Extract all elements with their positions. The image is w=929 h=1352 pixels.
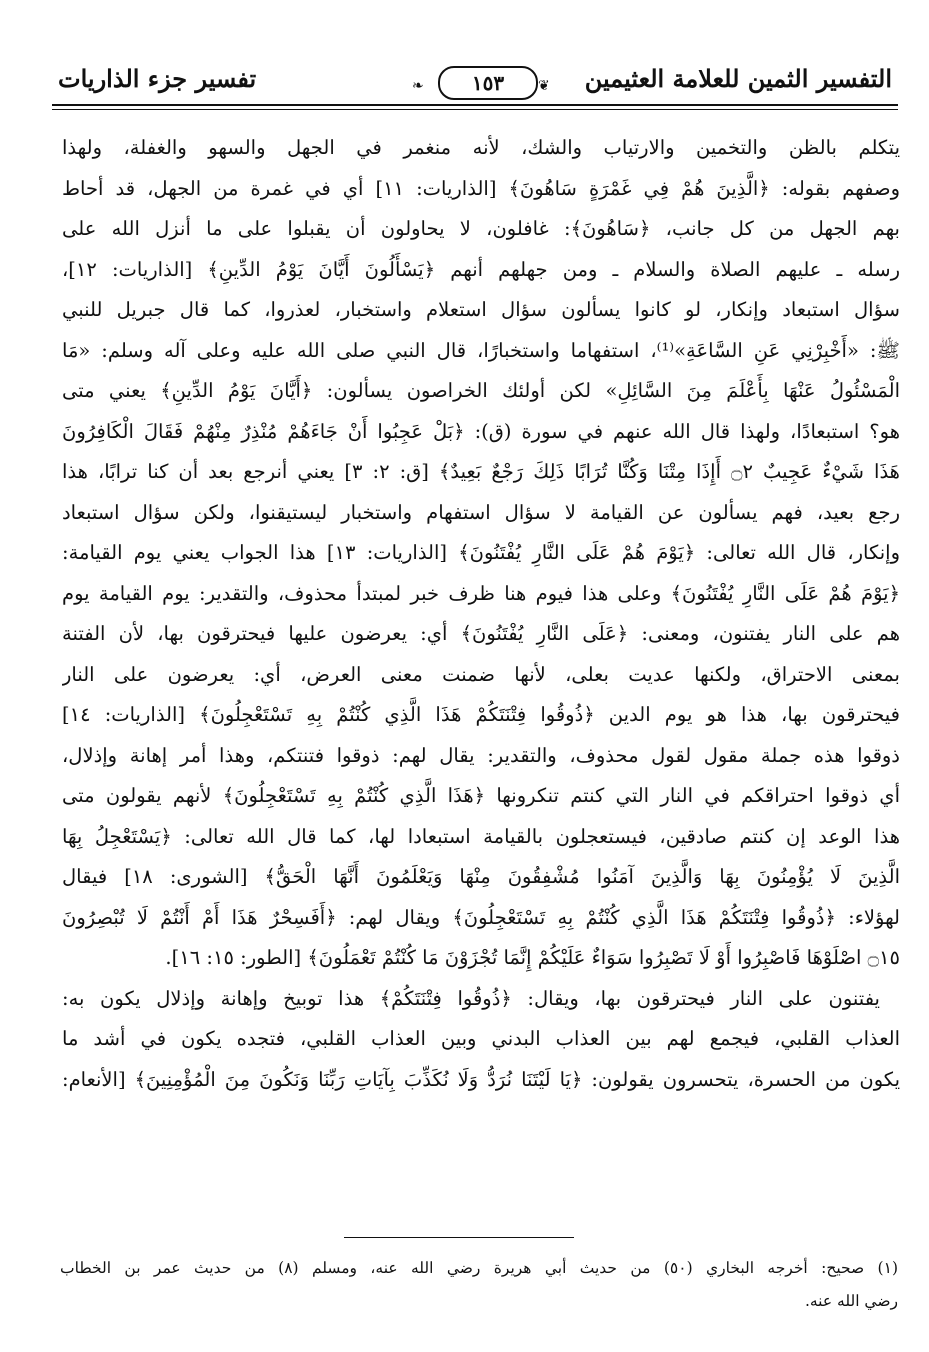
text-line: العذاب القلبي، فيجمع لهم بين العذاب البدني وبين العذاب القلبي، فتجده يكون في أشد ما: [62, 1027, 900, 1050]
text-line: يكون من الحسرة، يتحسرون يقولون: ﴿يَا لَيْتَنَا نُرَدُّ وَلَا نُكَذِّبَ بِآيَاتِ رَبِّنَا وَنَكُونَ مِنَ الْمُؤْمِنِينَ﴾ [الأنعام:: [62, 1067, 900, 1091]
text-line: رسله ـ عليهم الصلاة والسلام ـ ومن جهلهم أنهم ﴿يَسْأَلُونَ أَيَّانَ يَوْمُ الدِّينِ﴾ [الذاريات: ١٢]،: [62, 257, 900, 281]
text-line: ۝١٥ اصْلَوْهَا فَاصْبِرُوا أَوْ لَا تَصْبِرُوا سَوَاءٌ عَلَيْكُمْ إِنَّمَا تُجْزَوْنَ مَا كُنْتُمْ تَعْمَلُونَ﴾ [الطور: ١٥: ١٦].: [165, 946, 900, 969]
text-line: هذا الوعد إن كنتم صادقين، فيستعجلون بالقيامة استبعادا لها، كما قال الله تعالى: ﴿يَسْتَعْجِلُ بِهَا: [62, 824, 900, 848]
text-line: بهم الجهل من كل جانب، ﴿سَاهُونَ﴾: غافلون، لا يحاولون أن يقبلوا على ما أنزل الله على: [62, 217, 900, 240]
body-text: [62, 128, 900, 1100]
page-header: [52, 58, 898, 106]
text-line: ذوقوا هذه جملة مقول لقول محذوف، والتقدير: يقال لهم: ذوقوا فتنتكم، وهذا أمر إهانة وإذلال،: [62, 743, 900, 767]
text-line: ﷺ: «أَخْبِرْنِي عَنِ السَّاعَةِ»⁽¹⁾، استفهاما واستخبارًا، قال النبي صلى الله عليه وعلى آله وسلم: «مَا: [62, 338, 900, 362]
text-line: ﴿يَوْمَ هُمْ عَلَى النَّارِ يُفْتَنُونَ﴾ وعلى هذا فيوم هنا ظرف خبر لمبتدأ محذوف، والتقدير: يوم القيامة يوم: [62, 581, 900, 605]
text-line: بمعنى الاحتراق، ولكنها عديت بعلى، لأنها ضمنت معنى العرض، أي: يعرضون على النار: [62, 662, 900, 686]
text-line: هَذَا شَيْءٌ عَجِيبٌ ۝٢ أَإِذَا مِتْنَا وَكُنَّا تُرَابًا ذَلِكَ رَجْعٌ بَعِيدٌ﴾ [ق: ٢: ٣] يعني أنرجع بعد أن كنا ترابًا، هذا: [62, 460, 900, 483]
text-line: وصفهم بقوله: ﴿الَّذِينَ هُمْ فِي غَمْرَةٍ سَاهُونَ﴾ [الذاريات: ١١] أي في غمرة من الجهل، قد أحاط: [62, 176, 900, 200]
text-line: يتكلم بالظن والتخمين والارتياب والشك، لأنه منغمر في الجهل والسهو والغفلة، ولهذا: [62, 136, 900, 159]
text-line: أي ذوقوا احتراقكم في النار التي كنتم تنكرونها ﴿هَذَا الَّذِي كُنْتُمْ بِهِ تَسْتَعْجِلُونَ﴾ لأنهم يقولون متى: [62, 784, 900, 807]
ornament-icon: ❦: [538, 78, 550, 94]
text-line: لهؤلاء: ﴿ذُوقُوا فِتْنَتَكُمْ هَذَا الَّذِي كُنْتُمْ بِهِ تَسْتَعْجِلُونَ﴾ ويقال لهم: ﴿أَفَسِحْرٌ هَذَا أَمْ أَنْتُمْ لَا تُبْصِرُونَ: [62, 905, 900, 929]
text-line: سؤال استبعاد وإنكار، لو كانوا يسألون سؤال استعلام واستخبار، لعذروا، كما قال جبريل للنبي: [62, 298, 900, 321]
footnotes: [60, 1252, 898, 1318]
footnote-line: رضي الله عنه.: [804, 1292, 898, 1310]
text-line: الَّذِينَ لَا يُؤْمِنُونَ بِهَا وَالَّذِينَ آمَنُوا مُشْفِقُونَ مِنْهَا وَيَعْلَمُونَ أَنَّهَا الْحَقُّ﴾ [الشورى: ١٨] فيقال: [62, 865, 900, 888]
text-line: فيحترقون بها، هذا هو يوم الدين ﴿ذُوقُوا فِتْنَتَكُمْ هَذَا الَّذِي كُنْتُمْ بِهِ تَسْتَعْجِلُونَ﴾ [الذاريات: ١٤]: [62, 703, 900, 726]
part-title: تفسير جزء الذاريات: [58, 64, 257, 93]
header-rule: [52, 104, 898, 106]
text-line: هو؟ استبعادًا، ولهذا قال الله عنهم في سورة (ق): ﴿بَلْ عَجِبُوا أَنْ جَاءَهُمْ مُنْذِرٌ مِنْهُمْ فَقَالَ الْكَافِرُونَ: [62, 419, 900, 443]
page-number: ١٥٣: [438, 66, 538, 100]
text-line: يفتنون على النار فيحترقون بها، ويقال: ﴿ذُوقُوا فِتْنَتَكُمْ﴾ هذا توبيخ وإهانة وإذلال يكون به:: [62, 986, 880, 1010]
text-line: وإنكار، قال الله تعالى: ﴿يَوْمَ هُمْ عَلَى النَّارِ يُفْتَنُونَ﴾ [الذاريات: ١٣] هذا الجواب يعني يوم القيامة:: [62, 541, 900, 564]
text-line: الْمَسْئُولُ عَنْهَا بِأَعْلَمَ مِنَ السَّائِلِ» لكن أولئك الخراصون يسألون: ﴿أَيَّانَ يَوْمُ الدِّينِ﴾ يعني متى: [62, 379, 900, 402]
footnote-line: (١) صحيح: أخرجه البخاري (٥٠) من حديث أبي هريرة رضي الله عنه، ومسلم (٨) من حديث عمر بن الخطاب: [60, 1259, 898, 1277]
book-title: التفسير الثمين للعلامة العثيمين: [584, 64, 892, 93]
text-line: هم على النار يفتنون، ومعنى: ﴿عَلَى النَّارِ يُفْتَنُونَ﴾ أي: يعرضون عليها فيحترقون بها، لأن الفتنة: [62, 622, 900, 645]
header-rule-thin: [52, 109, 898, 110]
text-line: رجع بعيد، فهم يسألون عن القيامة لا سؤال استفهام واستخبار ليستيقنوا، ولكن سؤال استبعاد: [62, 500, 900, 524]
ornament-icon: ❧: [412, 78, 424, 94]
footnote-separator: [344, 1237, 574, 1238]
